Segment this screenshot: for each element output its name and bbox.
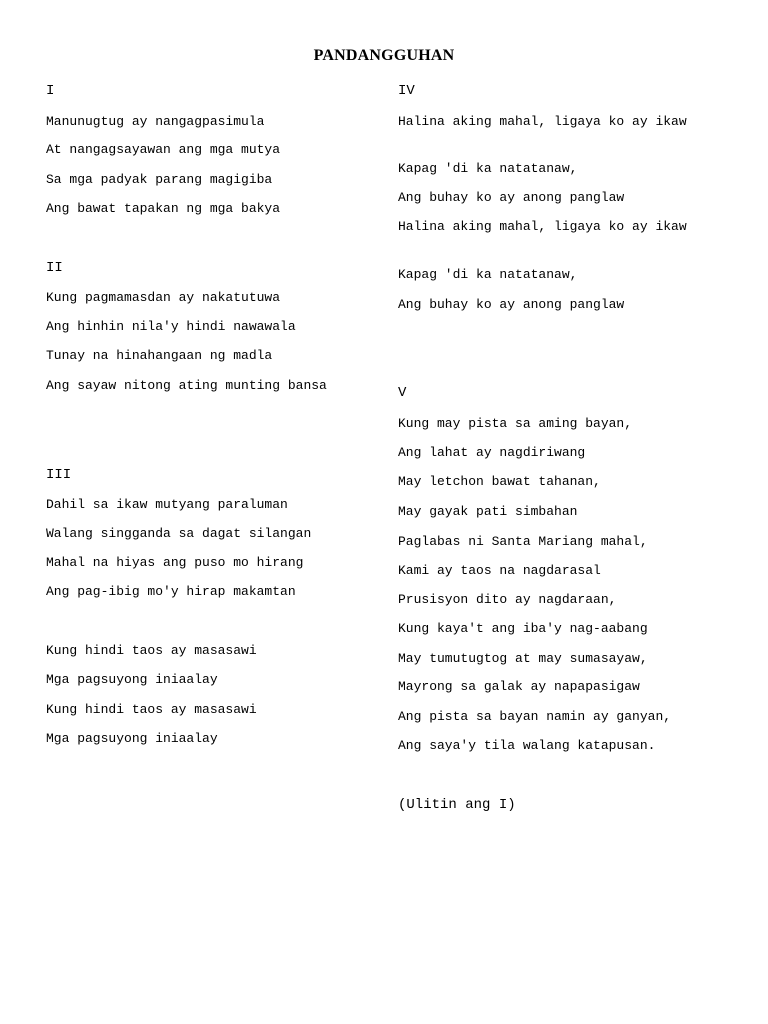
lyric-line: Ang saya'y tila walang katapusan. bbox=[398, 738, 656, 753]
lyric-line: Manunugtug ay nangagpasimula bbox=[46, 114, 265, 129]
lyric-line: Mga pagsuyong iniaalay bbox=[46, 731, 218, 746]
lyric-line: Paglabas ni Santa Mariang mahal, bbox=[398, 534, 648, 549]
stanza-heading-i: I bbox=[46, 83, 55, 99]
lyric-line: Mahal na hiyas ang puso mo hirang bbox=[46, 555, 304, 570]
lyric-line: Ang bawat tapakan ng mga bakya bbox=[46, 201, 281, 216]
lyric-line: At nangagsayawan ang mga mutya bbox=[46, 142, 281, 157]
lyric-line: Ang hinhin nila'y hindi nawawala bbox=[46, 319, 296, 334]
lyric-line: May gayak pati simbahan bbox=[398, 504, 578, 519]
lyric-line: Kung pagmamasdan ay nakatutuwa bbox=[46, 290, 281, 305]
lyric-line: Halina aking mahal, ligaya ko ay ikaw bbox=[398, 114, 687, 129]
lyric-line: Tunay na hinahangaan ng madla bbox=[46, 348, 273, 363]
lyric-line: May tumutugtog at may sumasayaw, bbox=[398, 651, 648, 666]
lyric-line: Kung may pista sa aming bayan, bbox=[398, 416, 633, 431]
lyric-line: Kami ay taos na nagdarasal bbox=[398, 563, 601, 578]
repeat-instruction: (Ulitin ang I) bbox=[398, 797, 516, 813]
lyric-line: Halina aking mahal, ligaya ko ay ikaw bbox=[398, 219, 687, 234]
lyric-line: Ang lahat ay nagdiriwang bbox=[398, 445, 586, 460]
lyric-line: Dahil sa ikaw mutyang paraluman bbox=[46, 497, 288, 512]
lyric-line: Kapag 'di ka natatanaw, bbox=[398, 267, 578, 282]
lyric-line: Kung hindi taos ay masasawi bbox=[46, 702, 257, 717]
lyric-line: Sa mga padyak parang magigiba bbox=[46, 172, 273, 187]
lyric-line: Mga pagsuyong iniaalay bbox=[46, 672, 218, 687]
lyric-line: Ang pag-ibig mo'y hirap makamtan bbox=[46, 584, 296, 599]
lyric-line: Ang pista sa bayan namin ay ganyan, bbox=[398, 709, 672, 724]
lyric-line: Kapag 'di ka natatanaw, bbox=[398, 161, 578, 176]
lyric-line: Prusisyon dito ay nagdaraan, bbox=[398, 592, 617, 607]
lyric-line: May letchon bawat tahanan, bbox=[398, 474, 601, 489]
lyric-line: Ang sayaw nitong ating munting bansa bbox=[46, 378, 327, 393]
stanza-heading-iii: III bbox=[46, 467, 72, 483]
stanza-heading-v: V bbox=[398, 385, 407, 401]
lyric-line: Kung kaya't ang iba'y nag-aabang bbox=[398, 621, 648, 636]
lyric-line: Mayrong sa galak ay napapasigaw bbox=[398, 679, 640, 694]
stanza-heading-ii: II bbox=[46, 260, 63, 276]
song-title: PANDANGGUHAN bbox=[313, 47, 455, 64]
lyric-line: Ang buhay ko ay anong panglaw bbox=[398, 297, 625, 312]
lyric-line: Walang singganda sa dagat silangan bbox=[46, 526, 312, 541]
stanza-heading-iv: IV bbox=[398, 83, 415, 99]
lyric-line: Kung hindi taos ay masasawi bbox=[46, 643, 257, 658]
lyric-line: Ang buhay ko ay anong panglaw bbox=[398, 190, 625, 205]
